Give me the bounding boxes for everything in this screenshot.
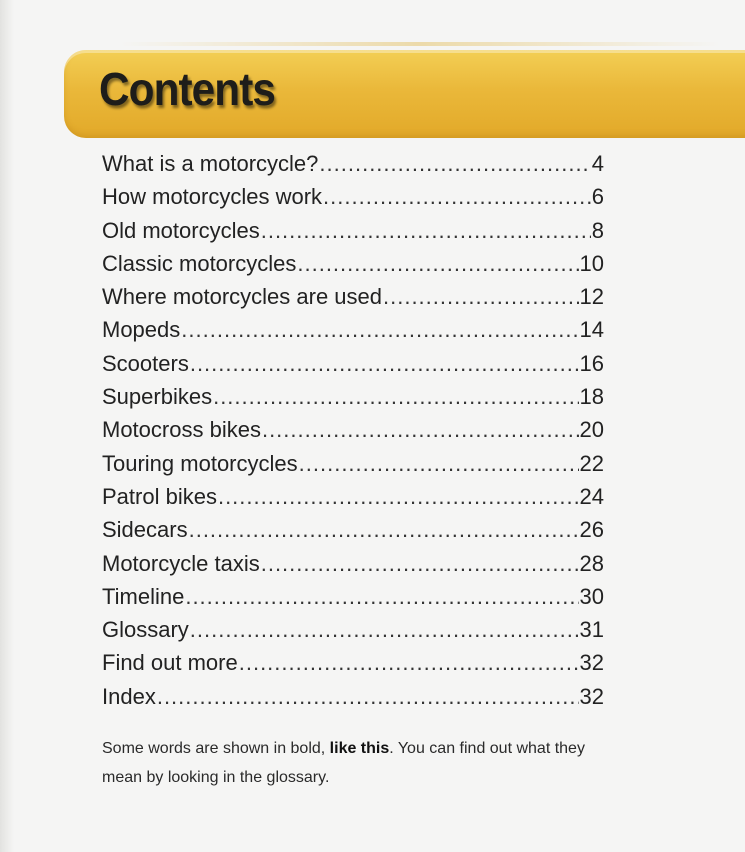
toc-entry-page: 32 bbox=[579, 650, 604, 676]
toc-entry[interactable] bbox=[102, 613, 604, 646]
toc-entry[interactable] bbox=[102, 380, 604, 413]
toc-entry-label: Sidecars bbox=[102, 517, 188, 543]
toc-entry-page: 26 bbox=[579, 517, 604, 543]
toc-entry-page: 32 bbox=[579, 683, 604, 709]
toc-leader-dots bbox=[185, 580, 578, 613]
toc-entry-label: Touring motorcycles bbox=[102, 450, 298, 476]
toc-entry-label: How motorcycles work bbox=[102, 184, 323, 210]
toc-leader-dots bbox=[261, 547, 579, 580]
toc-entry-label: Old motorcycles bbox=[102, 217, 260, 243]
toc-leader-dots bbox=[261, 214, 591, 247]
toc-entry-label: Patrol bikes bbox=[102, 483, 217, 509]
toc-entry-page: 28 bbox=[579, 550, 604, 576]
toc-entry[interactable] bbox=[102, 147, 604, 180]
toc-leader-dots bbox=[189, 513, 579, 546]
glossary-note-text-end: . You can find out what they mean by looking in the glossary. bbox=[102, 740, 585, 786]
toc-entry-label: Motorcycle taxis bbox=[102, 550, 260, 576]
toc-entry[interactable] bbox=[102, 646, 604, 679]
toc-entry[interactable] bbox=[102, 214, 604, 247]
toc-entry-label: Where motorcycles are used bbox=[102, 284, 382, 310]
toc-entry[interactable] bbox=[102, 313, 604, 346]
toc-leader-dots bbox=[297, 247, 578, 280]
toc-leader-dots bbox=[262, 413, 579, 446]
toc-leader-dots bbox=[383, 280, 579, 313]
toc-entry-page: 24 bbox=[579, 483, 604, 509]
toc-entry-page: 30 bbox=[579, 583, 604, 609]
toc-entry-page: 14 bbox=[579, 317, 604, 343]
toc-entry[interactable] bbox=[102, 580, 604, 613]
bold-example: like this bbox=[329, 740, 390, 757]
toc-entry-label: Classic motorcycles bbox=[102, 250, 297, 276]
toc-entry[interactable] bbox=[102, 347, 604, 380]
toc-entry-page: 22 bbox=[579, 450, 604, 476]
toc-entry[interactable] bbox=[102, 413, 604, 446]
toc-leader-dots bbox=[181, 313, 578, 346]
toc-leader-dots bbox=[190, 347, 579, 380]
toc-leader-dots bbox=[190, 613, 579, 646]
toc-entry[interactable] bbox=[102, 180, 604, 213]
banner-highlight bbox=[120, 42, 720, 46]
toc-entry-page: 16 bbox=[579, 350, 604, 376]
toc-leader-dots bbox=[218, 480, 579, 513]
toc-entry[interactable] bbox=[102, 513, 604, 546]
toc-entry-label: Find out more bbox=[102, 650, 238, 676]
toc-leader-dots bbox=[157, 680, 579, 713]
toc-leader-dots bbox=[239, 646, 579, 679]
toc-entry-label: Mopeds bbox=[102, 317, 181, 343]
toc-leader-dots bbox=[323, 180, 591, 213]
toc-entry-page: 18 bbox=[579, 384, 604, 410]
table-of-contents bbox=[102, 147, 604, 713]
toc-leader-dots bbox=[299, 447, 579, 480]
toc-entry-page: 6 bbox=[591, 184, 604, 210]
toc-entry[interactable] bbox=[102, 247, 604, 280]
toc-entry-label: Superbikes bbox=[102, 384, 213, 410]
toc-entry-label: Motocross bikes bbox=[102, 417, 261, 443]
toc-entry[interactable] bbox=[102, 480, 604, 513]
toc-entry-page: 8 bbox=[591, 217, 604, 243]
toc-entry-label: Timeline bbox=[102, 583, 185, 609]
toc-entry-label: Scooters bbox=[102, 350, 189, 376]
glossary-note bbox=[102, 734, 602, 792]
toc-leader-dots bbox=[319, 147, 590, 180]
toc-entry-page: 31 bbox=[579, 617, 604, 643]
toc-entry[interactable] bbox=[102, 680, 604, 713]
glossary-note-text-start: Some words are shown in bold, bbox=[102, 740, 330, 757]
toc-entry-page: 10 bbox=[579, 250, 604, 276]
toc-entry[interactable] bbox=[102, 447, 604, 480]
toc-entry-page: 12 bbox=[579, 284, 604, 310]
page-edge-shadow bbox=[0, 0, 14, 852]
toc-leader-dots bbox=[213, 380, 578, 413]
toc-entry[interactable] bbox=[102, 547, 604, 580]
toc-entry-label: What is a motorcycle? bbox=[102, 151, 319, 176]
toc-entry[interactable] bbox=[102, 280, 604, 313]
toc-entry-page: 20 bbox=[579, 417, 604, 443]
toc-entry-page: 4 bbox=[591, 151, 604, 176]
toc-entry-label: Glossary bbox=[102, 617, 189, 643]
page-title: Contents bbox=[99, 63, 276, 115]
toc-entry-label: Index bbox=[102, 683, 156, 709]
